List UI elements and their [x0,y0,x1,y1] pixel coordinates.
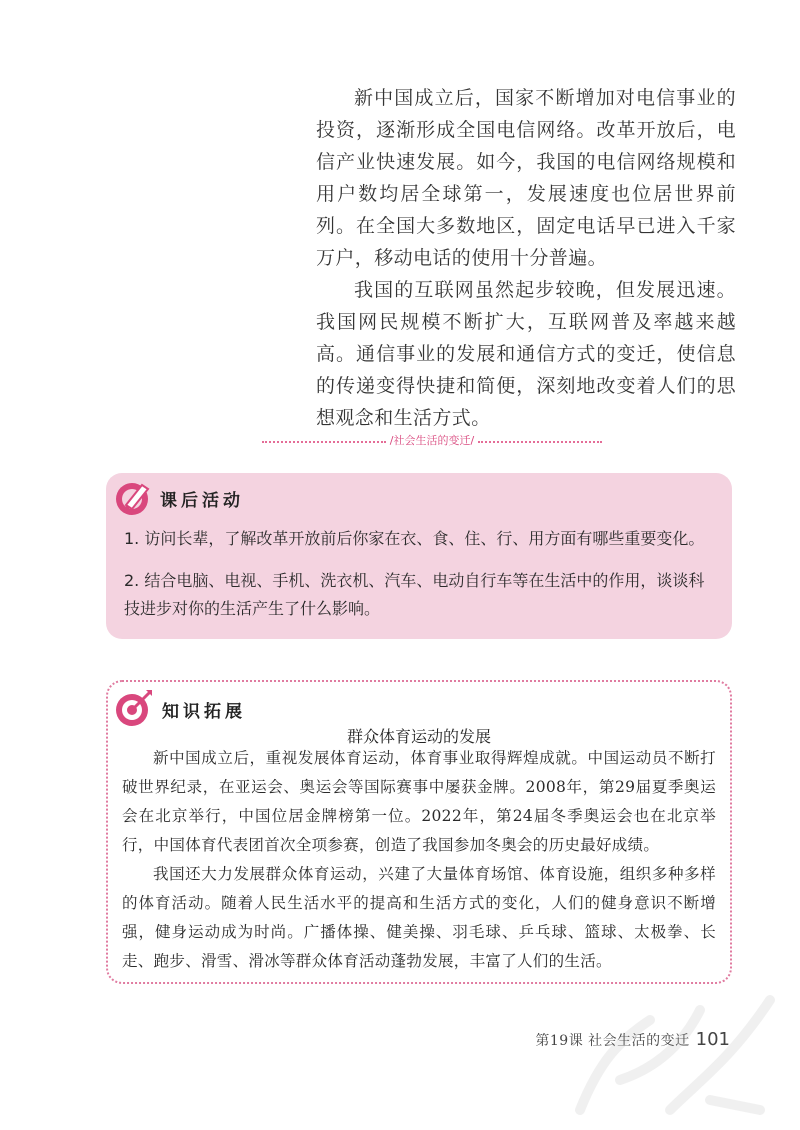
knowledge-body [122,744,716,976]
knowledge-box [106,680,732,984]
paragraph: 新中国成立后，重视发展体育运动，体育事业取得辉煌成就。中国运动员不断打破世界纪录，在亚运会、奥运会等国际赛事中屡获金牌。2008年，第29届夏季奥运会在北京举行，中国位居金牌榜第一位。2022年，第24届冬季奥运会也在北京举行，中国体育代表团首次全项参赛，创造了我国参加冬奥会的历史最好成绩。 [122,749,716,854]
pencil-circle-icon [112,475,156,519]
list-item: 1. 访问长辈，了解改革开放前后你家在衣、食、住、行、用方面有哪些重要变化。 [124,529,705,548]
page-number: 101 [695,1029,730,1050]
paragraph: 我国还大力发展群众体育运动，兴建了大量体育场馆、体育设施，组织多种多样的体育活动。随着人民生活水平的提高和生活方式的变化，人们的健身意识不断增强，健身运动成为时尚。广播体操、健美操、羽毛球、乒乓球、篮球、太极拳、长走、跑步、滑雪、滑冰等群众体育活动蓬勃发展，丰富了人们的生活。 [122,865,716,970]
activity-heading: 课后活动 [160,491,244,511]
activity-list [124,525,720,637]
list-item: 2. 结合电脑、电视、手机、洗衣机、汽车、电动自行车等在生活中的作用，谈谈科技进步对你的生活产生了什么影响。 [124,571,705,618]
watermark-logo [560,960,790,1130]
divider-label: /社会生活的变迁/ [389,434,475,447]
divider-dots-left [262,441,386,443]
activity-box [106,473,732,639]
knowledge-heading: 知识拓展 [162,702,246,722]
knowledge-title: 群众体育运动的发展 [346,727,491,746]
lesson-title: 第19课 社会生活的变迁 [535,1033,690,1049]
section-divider [262,432,602,448]
paragraph: 新中国成立后，国家不断增加对电信事业的投资，逐渐形成全国电信网络。改革开放后，电信产业快速发展。如今，我国的电信网络规模和用户数均居全球第一，发展速度也位居世界前列。在全国大多数地区，固定电话早已进入千家万户，移动电话的使用十分普遍。 [316,87,736,269]
paragraph: 我国的互联网虽然起步较晚，但发展迅速。我国网民规模不断扩大，互联网普及率越来越高。通信事业的发展和通信方式的变迁，使信息的传递变得快捷和简便，深刻地改变着人们的思想观念和生活方式。 [316,279,736,429]
divider-dots-right [478,441,602,443]
main-text [316,82,736,434]
